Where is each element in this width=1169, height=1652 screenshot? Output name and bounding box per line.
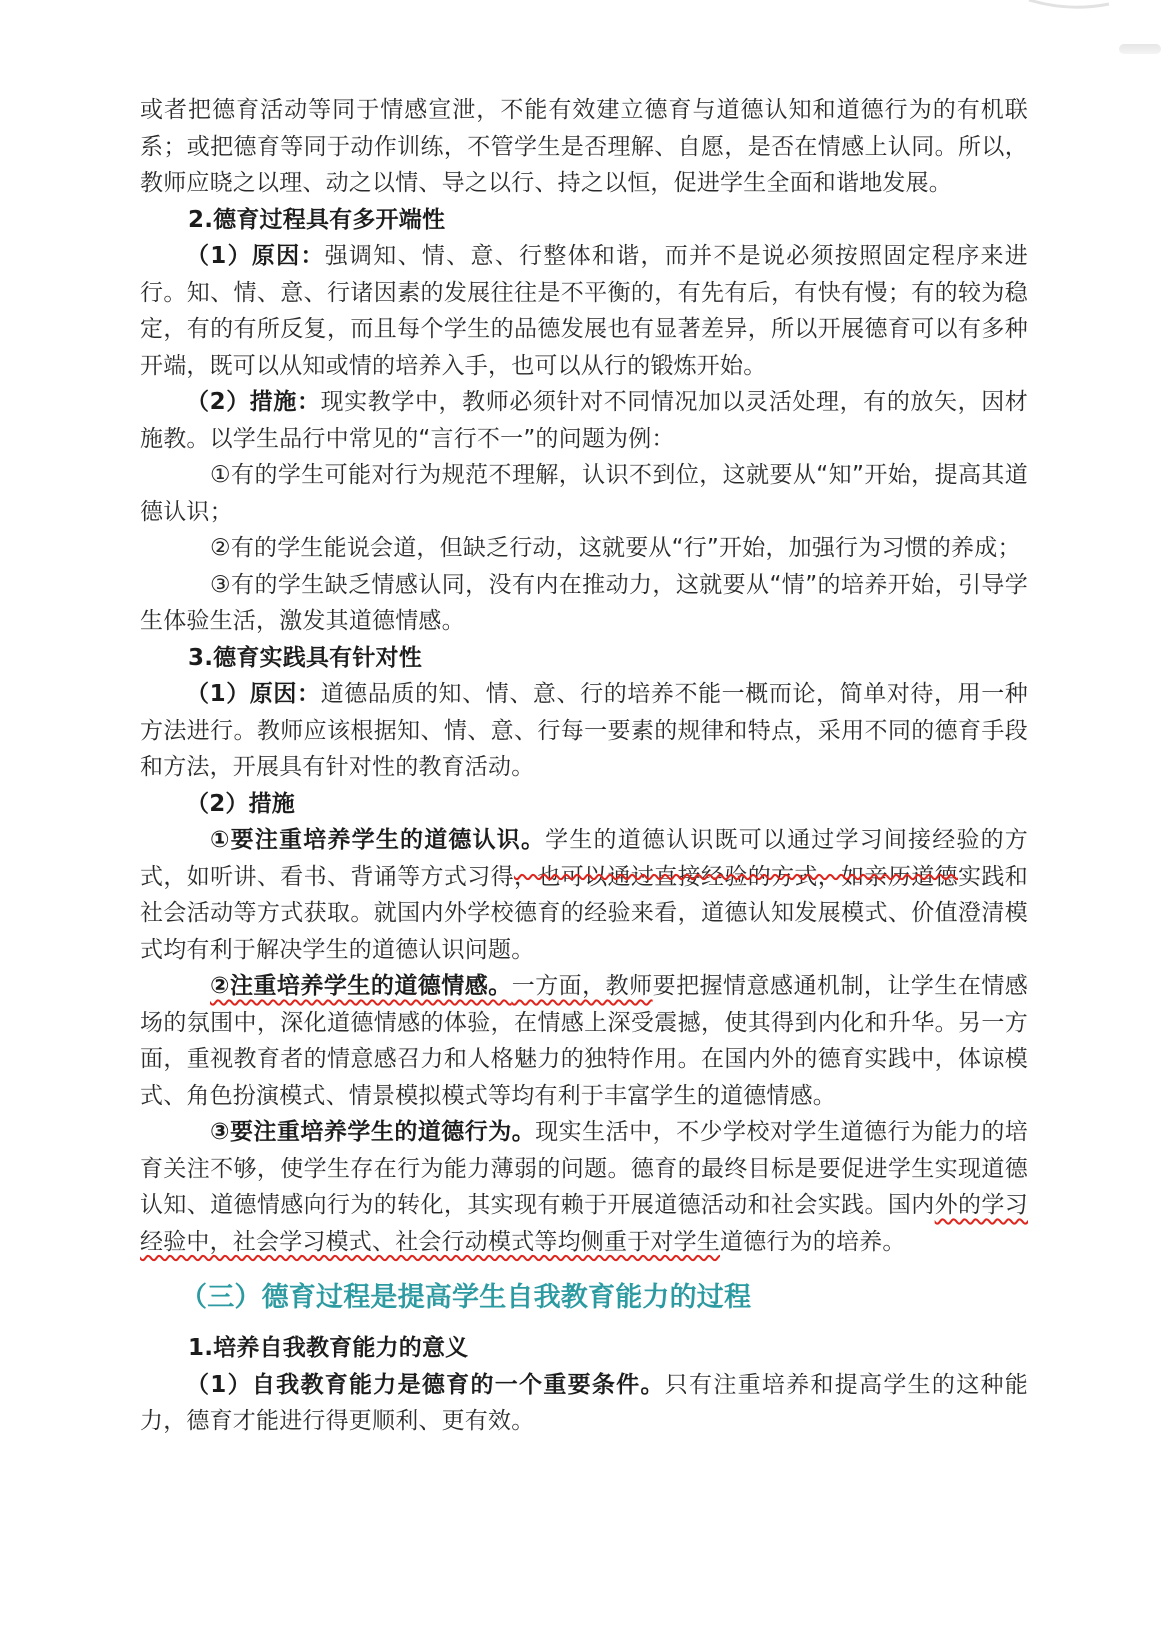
heading-2: 2.德育过程具有多开端性	[188, 206, 446, 233]
s2-measure-label: （2）措施：	[186, 389, 321, 415]
measure-2-paragraph	[140, 968, 1028, 1114]
s3-reason-paragraph	[140, 676, 1028, 786]
measure-3-underline-annotation: 外的学习经验中，社会学习模式、社会行动模式等均侧重于对学生	[140, 1192, 1028, 1255]
heading-3: 3.德育实践具有针对性	[188, 644, 422, 671]
measure-1-paragraph	[140, 822, 1028, 968]
section-title: （三）德育过程是提高学生自我教育能力的过程	[180, 1282, 752, 1313]
s2-item-2: ②有的学生能说会道，但缺乏行动，这就要从“行”开始，加强行为习惯的养成；	[210, 535, 1021, 561]
s2-measure-text: 现实教学中，教师必须针对不同情况加以灵活处理，有的放矢，因材施教。以学生品行中常见的“言行不一”的问题为例：	[140, 389, 1028, 452]
measure-1-text-c: 实践和社会活动等方式获取。就国内外学校德育的经验来看，道德认知发展模式、价值澄清模式均有利于解决学生的道德认识问题。	[140, 863, 1028, 963]
heading-1: 1.培养自我教育能力的意义	[188, 1335, 469, 1361]
page-edge-mark	[1119, 44, 1161, 54]
s3-reason-text: 道德品质的知、情、意、行的培养不能一概而论，简单对待，用一种方法进行。教师应该根据知、情、意、行每一要素的规律和特点，采用不同的德育手段和方法，开展具有针对性的教育活动。	[140, 681, 1028, 780]
measure-1-title: ①要注重培养学生的道德认识。	[210, 827, 546, 853]
top-corner-decoration	[909, 0, 1169, 20]
measure-3-text-b: 道德行为的培养。	[720, 1228, 906, 1255]
s3-reason-label: （1）原因：	[186, 681, 321, 707]
measure-2-title: ②注重培养学生的道德情感。	[210, 973, 512, 999]
last-paragraph	[140, 1367, 1028, 1440]
s3-measure-label: （2）措施	[186, 790, 296, 817]
intro-paragraph: 或者把德育活动等同于情感宣泄，不能有效建立德育与道德认知和道德行为的有机联系；或把德育等同于动作训练，不管学生是否理解、自愿，是否在情感上认同。所以，教师应晓之以理、动之以情、导之以行、持之以恒，促进学生全面和谐地发展。	[140, 97, 1028, 196]
document-page	[140, 92, 1028, 1440]
measure-3-title: ③要注重培养学生的道德行为。	[210, 1119, 536, 1145]
measure-2-underline-annotation: 一方面，教师	[511, 973, 653, 999]
last-bold: （1）自我教育能力是德育的一个重要条件。	[186, 1371, 665, 1398]
s2-reason-paragraph	[140, 238, 1028, 384]
s2-item-1: ①有的学生可能对行为规范不理解，认识不到位，这就要从“知”开始，提高其道德认识；	[140, 462, 1028, 525]
measure-1-struck-annotation: ，也可以通过直接经验的方式，如亲历道德	[513, 863, 959, 890]
s2-reason-text: 强调知、情、意、行整体和谐，而并不是说必须按照固定程序来进行。知、情、意、行诸因素的发展往往是不平衡的，有先有后，有快有慢；有的较为稳定，有的有所反复，而且每个学生的品德发展也有显著差异，所以开展德育可以有多种开端，既可以从知或情的培养入手，也可以从行的锻炼开始。	[140, 243, 1028, 379]
measure-2-text: 要把握情意感通机制，让学生在情感场的氛围中，深化道德情感的体验，在情感上深受震撼，使其得到内化和升华。另一方面，重视教育者的情意感召力和人格魅力的独特作用。在国内外的德育实践中，体谅模式、角色扮演模式、情景模拟模式等均有利于丰富学生的道德情感。	[140, 973, 1029, 1109]
s2-measure-paragraph	[140, 384, 1028, 457]
measure-3-paragraph	[140, 1114, 1028, 1260]
measure-1-text-a: 学生的道德认识既可以通过学习间接经验的方式，如听讲、看书、背诵等方式习得	[140, 827, 1028, 890]
measure-3-text-a: 现实生活中，不少学校对学生道德行为能力的培育关注不够，使学生存在行为能力薄弱的问题。德育的最终目标是要促进学生实现道德认知、道德情感向行为的转化，其实现有赖于开展道德活动和社会实践。国内	[140, 1119, 1029, 1218]
last-text: 只有注重培养和提高学生的这种能力，德育才能进行得更顺利、更有效。	[140, 1371, 1028, 1434]
s2-item-3: ③有的学生缺乏情感认同，没有内在推动力，这就要从“情”的培养开始，引导学生体验生活，激发其道德情感。	[140, 571, 1028, 634]
s2-reason-label: （1）原因：	[186, 243, 325, 269]
